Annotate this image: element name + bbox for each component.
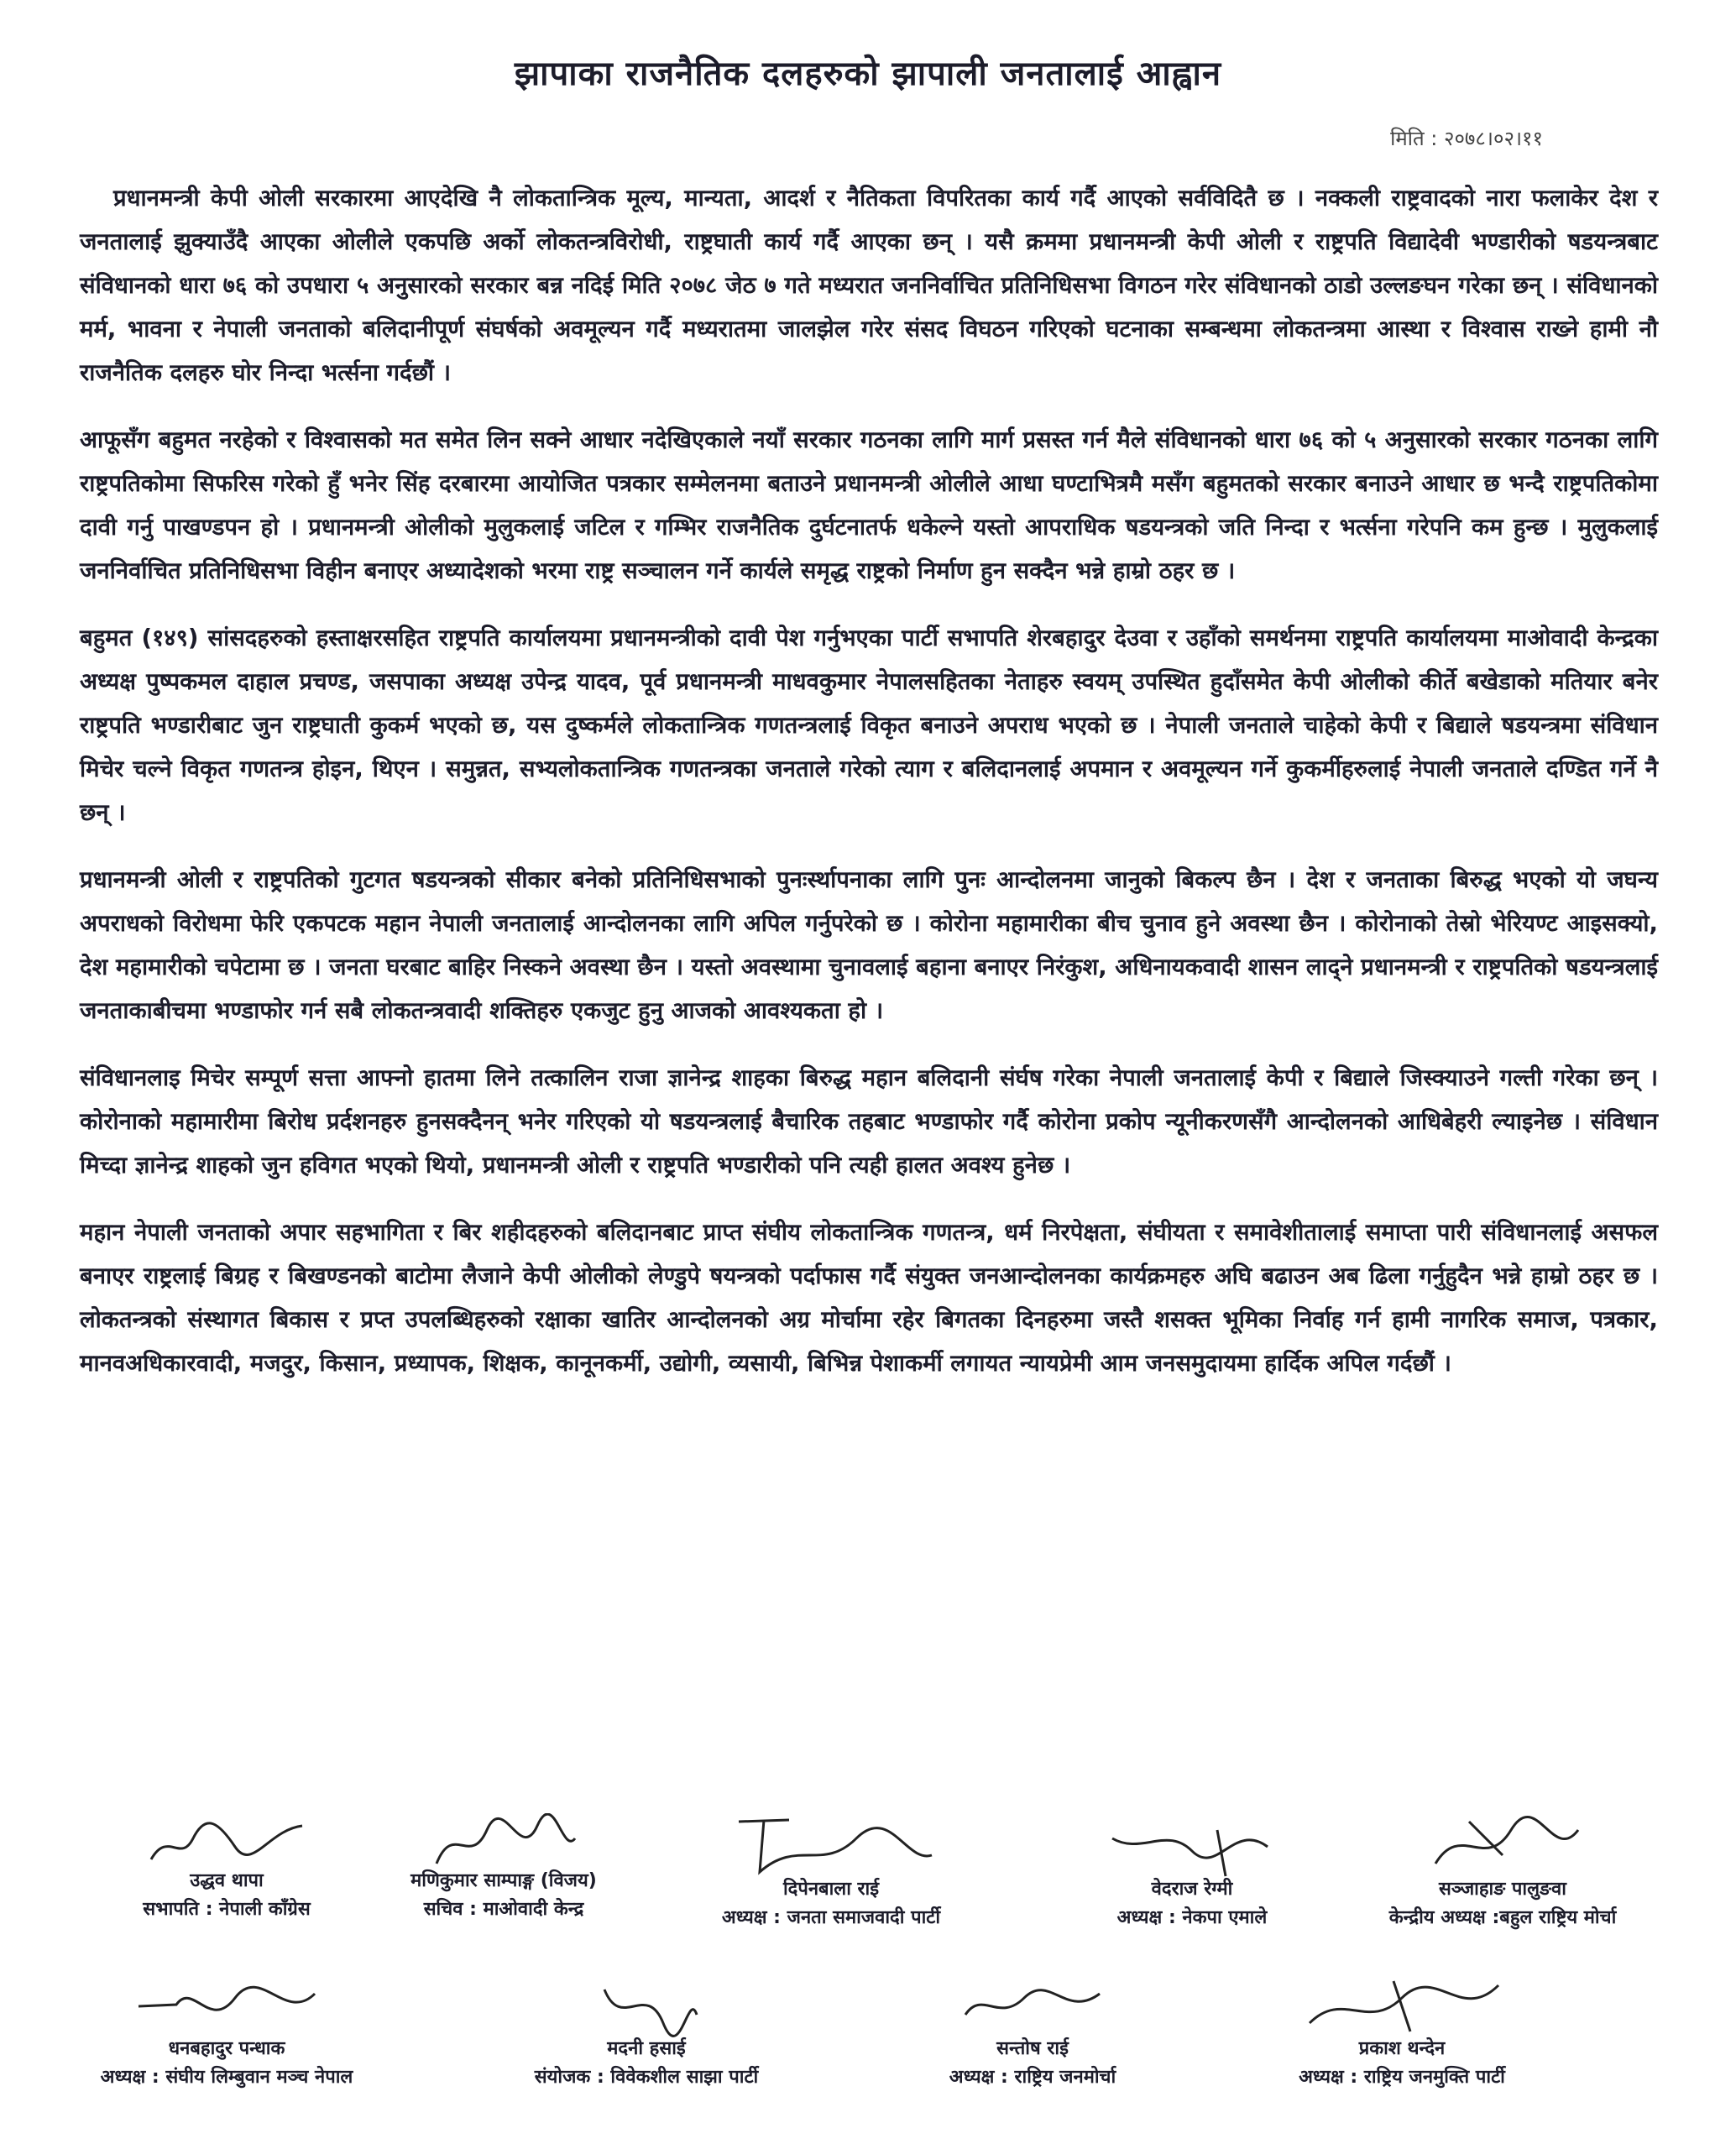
signatory-role: अध्यक्ष : संघीय लिम्बुवान मञ्च नेपाल bbox=[100, 2067, 353, 2088]
handwritten-signature-icon bbox=[722, 1813, 940, 1880]
signatory-name: धनबहादुर पन्धाक bbox=[168, 2038, 285, 2059]
signature-block bbox=[50, 1973, 403, 2089]
paragraph-4: प्रधानमन्त्री ओली र राष्ट्रपतिको गुटगत षडयन्त्रको सीकार बनेको प्रतिनिधिसभाको पुनःर्स्थापनाका लागि पुनः आन्दोलनमा जानुको बिकल्प छैन । देश र जनताका बिरुद्ध भएको यो जघन्य अपराधको विरोधमा फेरि एकपटक महान नेपाली जनतालाई आन्दोलनका लागि अपिल गर्नुपरेको छ । कोरोना महामारीका बीच चुनाव हुने अवस्था छैन । कोरोनाको तेस्रो भेरियण्ट आइसक्यो, देश महामारीको चपेटामा छ । जनता घरबाट बाहिर निस्कने अवस्था छैन । यस्तो अवस्थामा चुनावलाई बहाना बनाएर निरंकुश, अधिनायकवादी शासन लाद्ने प्रधानमन्त्री र राष्ट्रपतिको षडयन्त्रलाई जनताकाबीचमा भण्डाफोर गर्न सबै लोकतन्त्रवादी शक्तिहरु एकजुट हुनु आजको आवश्यकता हो । bbox=[80, 866, 1658, 1024]
signatures-row-1 bbox=[50, 1813, 1696, 1939]
signature-block bbox=[655, 1813, 1007, 1929]
handwritten-signature-icon bbox=[1410, 1813, 1595, 1880]
signatures-row-2 bbox=[50, 1973, 1696, 2115]
paragraph-3: बहुमत (१४९) सांसदहरुको हस्ताक्षरसहित राष्ट्रपति कार्यालयमा प्रधानमन्त्रीको दावी पेश गर्नुभएका पार्टी सभापति शेरबहादुर देउवा र उहाँको समर्थनमा राष्ट्रपति कार्यालयमा माओवादी केन्द्रका अध्यक्ष पुष्पकमल दाहाल प्रचण्ड, जसपाका अध्यक्ष उपेन्द्र यादव, पूर्व प्रधानमन्त्री माधवकुमार नेपालसहितका नेताहरु स्वयम् उपस्थित हुदाँसमेत केपी ओलीको कीर्ते बखेडाको मतियार बनेर राष्ट्रपति भण्डारीबाट जुन राष्ट्रघाती कुकर्म भएको छ, यस दुष्कर्मले लोकतान्त्रिक गणतन्त्रलाई विकृत बनाउने अपराध भएको छ । नेपाली जनताले चाहेको केपी र बिद्याले षडयन्त्रमा संविधान मिचेर चल्ने विकृत गणतन्त्र होइन, थिएन । समुन्नत, सभ्यलोकतान्त्रिक गणतन्त्रका जनताले गरेको त्याग र बलिदानलाई अपमान र अवमूल्यन गर्ने कुकर्मीहरुलाई नेपाली जनताले दण्डित गर्ने नै छन् । bbox=[80, 625, 1658, 826]
signatory-name: वेदराज रेग्मी bbox=[1151, 1879, 1233, 1900]
signatory-name: मणिकुमार साम्पाङ्ग (विजय) bbox=[410, 1870, 597, 1891]
signature-block bbox=[1016, 1813, 1368, 1929]
signatory-role: अध्यक्ष : राष्ट्रिय जनमुक्ति पार्टी bbox=[1299, 2067, 1505, 2088]
signatory-role: सचिव : माओवादी केन्द्र bbox=[423, 1899, 584, 1920]
signature-block bbox=[856, 1973, 1209, 2089]
signatory-role: संयोजक : विवेकशील साझा पार्टी bbox=[534, 2067, 759, 2088]
handwritten-signature-icon bbox=[949, 1973, 1116, 2040]
signatory-role: अध्यक्ष : नेकपा एमाले bbox=[1116, 1907, 1268, 1928]
signatory-role: केन्द्रीय अध्यक्ष :बहुल राष्ट्रिय मोर्चा bbox=[1388, 1907, 1617, 1928]
handwritten-signature-icon bbox=[420, 1813, 588, 1872]
signature-block bbox=[470, 1973, 823, 2089]
signature-block bbox=[327, 1813, 680, 1921]
handwritten-signature-icon bbox=[1293, 1973, 1511, 2040]
handwritten-signature-icon bbox=[1100, 1813, 1284, 1880]
paragraph-6: महान नेपाली जनताको अपार सहभागिता र बिर शहीदहरुको बलिदानबाट प्राप्त संघीय लोकतान्त्रिक गणतन्त्र, धर्म निरपेक्षता, संघीयता र समावेशीतालाई समाप्ता पारी संविधानलाई असफल बनाएर राष्ट्रलाई बिग्रह र बिखण्डनको बाटोमा लैजाने केपी ओलीको लेण्डुपे षयन्त्रको पर्दाफास गर्दै संयुक्त जनआन्दोलनका कार्यक्रमहरु अघि बढाउन अब ढिला गर्नुहुदैन भन्ने हाम्रो ठहर छ । लोकतन्त्रको संस्थागत बिकास र प्रप्त उपलब्धिहरुको रक्षाका खातिर आन्दोलनको अग्र मोर्चामा रहेर बिगतका दिनहरुमा जस्तै शसक्त भूमिका निर्वाह गर्न हामी नागरिक समाज, पत्रकार, मानवअधिकारवादी, मजदुर, किसान, प्रध्यापक, शिक्षक, कानूनकर्मी, उद्योगी, व्यसायी, बिभिन्न पेशाकर्मी लगायत न्यायप्रेमी आम जनसमुदायमा हार्दिक अपिल गर्दछौं । bbox=[80, 1219, 1658, 1377]
handwritten-signature-icon bbox=[143, 1813, 311, 1872]
signature-block bbox=[1326, 1813, 1679, 1929]
document-date: मिति : २०७८।०२।११ bbox=[1390, 127, 1543, 150]
paragraph-5: संविधानलाइ मिचेर सम्पूर्ण सत्ता आफ्नो हातमा लिने तत्कालिन राजा ज्ञानेन्द्र शाहका बिरुद्ध महान बलिदानी संर्घष गरेका नेपाली जनतालाई केपी र बिद्याले जिस्क्याउने गल्ती गरेका छन् । कोरोनाको महामारीमा बिरोध प्रर्दशनहरु हुनसक्दैनन् भनेर गरिएको यो षडयन्त्रलाई बैचारिक तहबाट भण्डाफोर गर्दै कोरोना प्रकोप न्यूनीकरणसँगै आन्दोलनको आधिबेहरी ल्याइनेछ । संविधान मिच्दा ज्ञानेन्द्र शाहको जुन हविगत भएको थियो, प्रधानमन्त्री ओली र राष्ट्रपति भण्डारीको पनि त्यही हालत अवश्य हुनेछ । bbox=[80, 1064, 1658, 1179]
signatory-name: उद्धव थापा bbox=[190, 1870, 264, 1891]
signatory-role: अध्यक्ष : राष्ट्रिय जनमोर्चा bbox=[949, 2067, 1116, 2088]
signatory-name: सञ्जाहाङ पालुङवा bbox=[1438, 1879, 1566, 1900]
signatory-name: प्रकाश थन्देन bbox=[1358, 2038, 1446, 2059]
signature-block bbox=[1226, 1973, 1578, 2089]
handwritten-signature-icon bbox=[579, 1973, 714, 2040]
document-title: झापाका राजनैतिक दलहरुको झापाली जनतालाई आह्वान bbox=[514, 55, 1222, 93]
signatory-role: सभापति : नेपाली काँग्रेस bbox=[143, 1899, 311, 1920]
paragraph-2: आफूसँग बहुमत नरहेको र विश्वासको मत समेत लिन सक्ने आधार नदेखिएकाले नयाँ सरकार गठनका लागि मार्ग प्रसस्त गर्न मैले संविधानको धारा ७६ को ५ अनुसारको सरकार गठनका लागि राष्ट्रपतिकोमा सिफरिस गरेको हुँ भनेर सिंह दरबारमा आयोजित पत्रकार सम्मेलनमा बताउने प्रधानमन्त्री ओलीले आधा घण्टाभित्रमै मसँग बहुमतको सरकार बनाउने आधार छ भन्दै राष्ट्रपतिकोमा दावी गर्नु पाखण्डपन हो । प्रधानमन्त्री ओलीको मुलुकलाई जटिल र गम्भिर राजनैतिक दुर्घटनातर्फ धकेल्ने यस्तो आपराधिक षडयन्त्रको जति निन्दा र भर्त्सना गरेपनि कम हुन्छ । मुलुकलाई जननिर्वाचित प्रतिनिधिसभा विहीन बनाएर अध्यादेशको भरमा राष्ट्र सञ्चालन गर्ने कार्यले समृद्ध राष्ट्रको निर्माण हुन सक्दैन भन्ने हाम्रो ठहर छ । bbox=[80, 426, 1658, 584]
paragraph-1: प्रधानमन्त्री केपी ओली सरकारमा आएदेखि नै लोकतान्त्रिक मूल्य, मान्यता, आदर्श र नैतिकता विपरितका कार्य गर्दै आएको सर्वविदितै छ । नक्कली राष्ट्रवादको नारा फलाकेर देश र जनतालाई झुक्याउँदै आएका ओलीले एकपछि अर्को लोकतन्त्रविरोधी, राष्ट्रघाती कार्य गर्दै आएका छन् । यसै क्रममा प्रधानमन्त्री केपी ओली र राष्ट्रपति विद्यादेवी भण्डारीको षडयन्त्रबाट संविधानको धारा ७६ को उपधारा ५ अनुसारको सरकार बन्न नदिई मिति २०७८ जेठ ७ गते मध्यरात जननिर्वाचित प्रतिनिधिसभा विगठन गरेर संविधानको ठाडो उल्लङघन गरेका छन् । संविधानको मर्म, भावना र नेपाली जनताको बलिदानीपूर्ण संघर्षको अवमूल्यन गर्दै मध्यरातमा जालझेल गरेर संसद विघठन गरिएको घटनाका सम्बन्धमा लोकतन्त्रमा आस्था र विश्वास राख्ने हामी नौ राजनैतिक दलहरु घोर निन्दा भर्त्सना गर्दछौं । bbox=[80, 185, 1658, 386]
handwritten-signature-icon bbox=[126, 1973, 327, 2040]
signatory-name: सन्तोष राई bbox=[996, 2038, 1069, 2059]
letter-body bbox=[80, 176, 1658, 1409]
signatory-name: मदनी हसाई bbox=[607, 2038, 686, 2059]
signatory-name: दिपेनबाला राई bbox=[782, 1879, 880, 1900]
signatory-role: अध्यक्ष : जनता समाजवादी पार्टी bbox=[721, 1907, 941, 1928]
